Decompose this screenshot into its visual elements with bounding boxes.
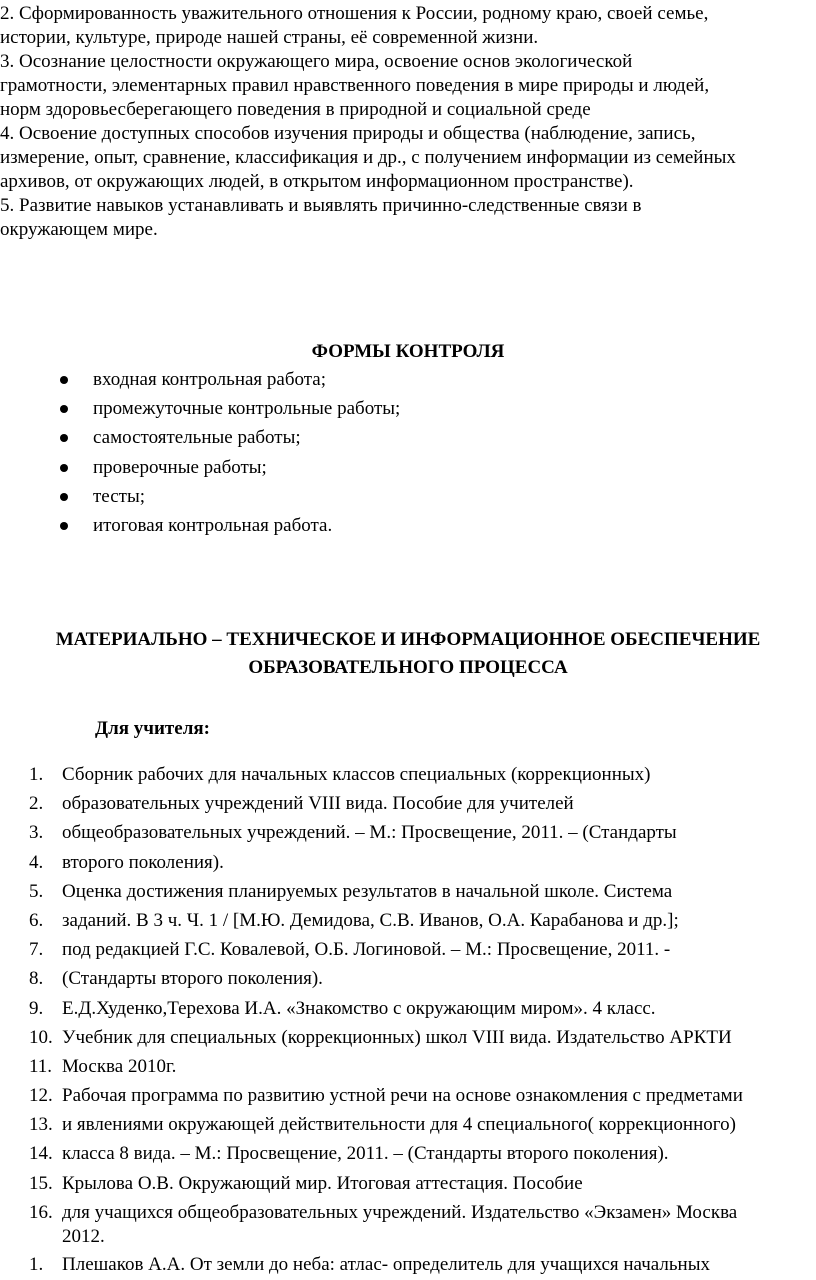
- list-item: входная контрольная работа;: [0, 365, 400, 394]
- list-item: 15. Крылова О.В. Окружающий мир. Итоговая аттестация. Пособие: [29, 1172, 583, 1194]
- list-item: 2. образовательных учреждений VIII вида. Пособие для учителей: [29, 793, 574, 815]
- list-item: проверочные работы;: [0, 453, 400, 482]
- control-forms-list: [0, 365, 400, 540]
- paragraph-line: норм здоровьесберегающего поведения в природной и социальной среде: [0, 99, 591, 120]
- paragraph-line: 5. Развитие навыков устанавливать и выявлять причинно-следственные связи в: [0, 195, 642, 216]
- list-item: 7. под редакцией Г.С. Ковалевой, О.Б. Логиновой. – М.: Просвещение, 2011. -: [29, 939, 671, 961]
- paragraph-5: [0, 194, 816, 242]
- bullet-icon: [60, 522, 68, 530]
- list-item: 6. заданий. В 3 ч. Ч. 1 / [М.Ю. Демидова, С.В. Иванов, О.А. Карабанова и др.];: [29, 909, 679, 931]
- paragraph-4: [0, 122, 816, 194]
- list-item: 13. и явлениями окружающей действительности для 4 специального( коррекционного): [29, 1114, 736, 1136]
- list-item: 8. (Стандарты второго поколения).: [29, 968, 323, 990]
- paragraph-line: грамотности, элементарных правил нравственного поведения в мире природы и людей,: [0, 75, 710, 96]
- list-item: 3. общеобразовательных учреждений. – М.: Просвещение, 2011. – (Стандарты: [29, 822, 677, 844]
- paragraph-line: 3. Осознание целостности окружающего мира, освоение основ экологической: [0, 51, 633, 72]
- list-item: тесты;: [0, 482, 400, 511]
- bullet-icon: [60, 464, 68, 472]
- list-item: 9. Е.Д.Худенко,Терехова И.А. «Знакомство с окружающим миром». 4 класс.: [29, 997, 656, 1019]
- list-item: 5. Оценка достижения планируемых результатов в начальной школе. Система: [29, 880, 673, 902]
- list-item: 4. второго поколения).: [29, 851, 224, 873]
- list-item: 1. Сборник рабочих для начальных классов специальных (коррекционных): [29, 764, 651, 785]
- paragraph-line: измерение, опыт, сравнение, классификация и др., с получением информации из семейных: [0, 147, 736, 168]
- bullet-icon: [60, 434, 68, 442]
- materials-heading-line-2: ОБРАЗОВАТЕЛЬНОГО ПРОЦЕССА: [248, 657, 568, 678]
- paragraph-line: окружающем мире.: [0, 219, 158, 240]
- bullet-icon: [60, 405, 68, 413]
- list-item: 11. Москва 2010г.: [29, 1055, 177, 1077]
- for-teacher-subheading: Для учителя:: [95, 718, 210, 739]
- paragraph-line: 2. Сформированность уважительного отношения к России, родному краю, своей семье,: [0, 3, 709, 24]
- list-item: 16. для учащихся общеобразовательных учреждений. Издательство «Экзамен» Москва 2012.: [29, 1201, 738, 1247]
- materials-heading-line-1: МАТЕРИАЛЬНО – ТЕХНИЧЕСКОЕ И ИНФОРМАЦИОННОЕ ОБЕСПЕЧЕНИЕ: [55, 629, 761, 650]
- list-item: промежуточные контрольные работы;: [0, 394, 400, 423]
- paragraph-line: 4. Освоение доступных способов изучения природы и общества (наблюдение, запись,: [0, 123, 696, 144]
- list-item: 1. Плешаков А.А. От земли до неба: атлас- определитель для учащихся начальных: [29, 1253, 710, 1275]
- reference-list: [0, 760, 816, 1279]
- list-item: 14. класса 8 вида. – М.: Просвещение, 2011. – (Стандарты второго поколения).: [29, 1143, 669, 1165]
- list-item: итоговая контрольная работа.: [0, 511, 400, 540]
- paragraph-3: [0, 50, 816, 122]
- bullet-icon: [60, 493, 68, 501]
- list-item: самостоятельные работы;: [0, 423, 400, 452]
- list-item: 10. Учебник для специальных (коррекционных) школ VIII вида. Издательство АРКТИ: [29, 1026, 732, 1048]
- list-item: 12. Рабочая программа по развитию устной речи на основе ознакомления с предметами: [29, 1085, 743, 1107]
- paragraph-line: истории, культуре, природе нашей страны, её современной жизни.: [0, 27, 539, 48]
- paragraph-line: архивов, от окружающих людей, в открытом информационном пространстве).: [0, 171, 634, 192]
- bullet-icon: [60, 376, 68, 384]
- paragraph-2: [0, 2, 816, 50]
- control-forms-heading: ФОРМЫ КОНТРОЛЯ: [311, 341, 505, 362]
